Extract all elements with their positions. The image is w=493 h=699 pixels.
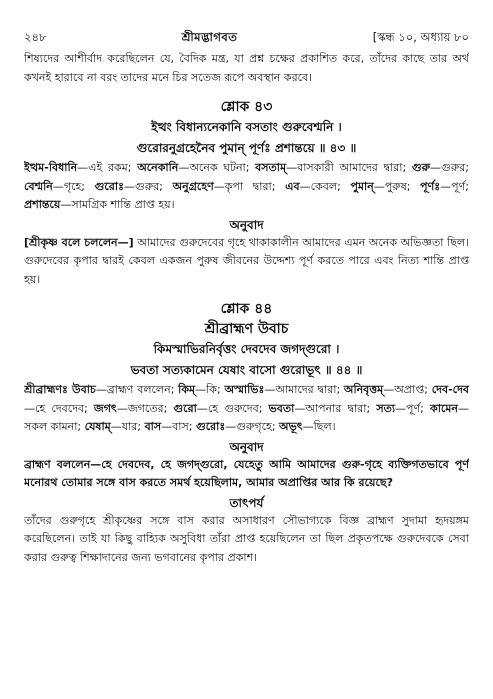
verse-43-synonym-meaning: —পুরুষ; xyxy=(373,179,421,193)
verse-43-synonym-meaning: —গৃহে; xyxy=(52,179,95,193)
verse-44-synonym-meaning: —আপনার দ্বারা; xyxy=(294,401,377,415)
verse-44-synonym-word: সত্য xyxy=(376,401,396,415)
verse-43-synonym-word: বসতাম্ xyxy=(255,161,287,174)
verse-44-line-1: কিমস্মাভিরনির্বৃত্তং দেবদেব জগদ্‌গুরো । xyxy=(153,342,340,356)
verse-43-synonym-meaning: —এই রকম; xyxy=(77,161,138,174)
verse-43-synonym-word: গুরু xyxy=(411,161,431,174)
page-number: ২৪৮ xyxy=(24,30,47,44)
verse-44-synonym-word: দেব-দেব xyxy=(431,383,469,396)
verse-44-synonym-meaning: —কি; xyxy=(195,383,225,396)
verse-44-synonym-word: জগৎ xyxy=(93,401,117,415)
verse-44-heading: শ্লোক ৪৪ xyxy=(220,301,273,317)
verse-43-synonym-meaning: —বাসকারী আমাদের দ্বারা; xyxy=(286,161,412,174)
verse-44-synonym-meaning: —বাস; xyxy=(161,420,196,433)
document-page xyxy=(24,28,469,678)
verse-43-synonym-word: অনেকানি xyxy=(137,161,179,174)
verse-43-translation-text: আমাদের গুরুদেবের গৃহে থাকাকালীন আমাদের এমন অনেক অভিজ্ঞতা ছিল। গুরুদেবের কৃপার দ্বারই কেবল একজন পুরুষ জীবনের উদ্দেশ্য পূর্ণ করতে পারে এবং নিত্য শান্তি প্রাপ্ত হয়। xyxy=(24,235,469,286)
verse-44-synonym-meaning: —জগতের; xyxy=(116,401,174,415)
verse-44-speaker: শ্রীব্রাহ্মণ উবাচ xyxy=(204,321,289,337)
verse-43-translation-speaker: [শ্রীকৃষ্ণ বলে চললেন—] xyxy=(24,235,134,249)
verse-44-line-2: ভবতা সত্যকামেন যেষাং বাসো গুরোভূৎ ॥ ৪৪ ॥ xyxy=(130,363,363,377)
verse-43-synonym-word: বেশ্মনি xyxy=(24,179,53,193)
verse-43-translation-heading: অনুবাদ xyxy=(229,217,264,232)
verse-44-purport: তাঁদের গুরুগৃহে শ্রীকৃষ্ণের সঙ্গে বাস করার অসাধারণ সৌভাগ্যকে বিজ্ঞ ব্রাহ্মণ সুদামা হৃদয়ঙ্গম করেছিলেন। তাই যা কিছু বাহ্যিক অসুবিধা তাঁরা প্রাপ্ত হয়েছিলেন তা ছিল প্রকৃতপক্ষে গুরুদেবকে সেবা করার গুরুত্ব শিক্ষাদানের জন্য ভগবানের কৃপার প্রকাশ। xyxy=(24,513,469,564)
verse-43-synonym-word: গুরোঃ xyxy=(94,179,124,193)
verse-44-synonym-meaning: —ছিল। xyxy=(302,420,336,433)
verse-43-synonym-meaning: —পূর্ণ; xyxy=(440,179,469,193)
verse-43-synonym-word: এব xyxy=(285,179,300,193)
verse-43-heading: শ্লোক ৪৩ xyxy=(220,99,273,115)
intro-paragraph: শিষ্যদের আশীর্বাদ করেছিলেন যে, বৈদিক মন্ত্র, যা প্রশ্ন চক্ষের প্রকাশিত করে, তাঁদের কাছে তার অর্থ কখনই হারাবে না বরং তাদের মনে চির সতেজ রূপে অবস্থান করবে। xyxy=(24,52,469,84)
verse-44-synonym-meaning: —হে গুরুদেব; xyxy=(196,401,269,415)
verse-44-synonym-meaning: —অপ্রাপ্ত; xyxy=(383,383,432,396)
book-title: শ্রীমদ্ভাগবত xyxy=(181,30,238,44)
verse-43-synonyms xyxy=(24,159,469,215)
chapter-reference: [স্কন্ধ ১০, অধ্যায় ৮০ xyxy=(372,30,469,44)
verse-44-synonym-word: ভবতা xyxy=(268,401,295,415)
verse-43-translation xyxy=(24,234,469,290)
verse-44-synonym-word: গুরো xyxy=(173,401,197,415)
verse-44-translation-heading: অনুবাদ xyxy=(229,439,264,454)
verse-44-purport-heading: তাৎপর্য xyxy=(229,495,264,510)
verse-43-synonym-meaning: —সামগ্রিক শান্তি প্রাপ্ত হয়। xyxy=(60,198,175,211)
verse-44-synonym-meaning: —হে দেবদেব; xyxy=(24,401,94,415)
verse-44-synonym-word: যেষাম্ xyxy=(84,420,111,433)
verse-44-synonym-word: বাস xyxy=(144,420,162,433)
verse-43-synonym-meaning: —গুরুর; xyxy=(430,161,469,174)
verse-43-synonym-word: পূর্ণঃ xyxy=(420,179,441,193)
verse-44-synonym-word: অভূৎ xyxy=(279,420,303,433)
verse-44-synonym-meaning: —সকল কামনা; xyxy=(24,401,469,433)
verse-44-synonym-word: শ্রীব্রাহ্মণঃ উবাচ xyxy=(24,383,96,396)
verse-43-synonym-word: পুমান্ xyxy=(350,179,374,193)
verse-43-synonym-meaning: —কৃপা দ্বারা; xyxy=(213,179,286,193)
verse-43-synonym-meaning: —কেবল; xyxy=(299,179,351,193)
verse-44-synonym-word: কামেন xyxy=(430,401,458,415)
verse-44-synonym-meaning: —গুরুগৃহে; xyxy=(225,420,280,433)
verse-44-synonym-word: কিম্ xyxy=(178,383,196,396)
verse-43-line-2: গুরোরনুগ্রহেনৈব পুমান্ পূর্ণঃ প্রশান্তয়ে ॥ ৪৩ ॥ xyxy=(136,141,357,155)
verse-43-synonym-word: ইত্থম-বিধানি xyxy=(24,161,78,174)
verse-43-synonym-word: অনুগ্রহেণ xyxy=(172,179,214,193)
verse-44-synonym-word: গুরোঃ xyxy=(195,420,226,433)
verse-44-synonym-meaning: —পূর্ণ; xyxy=(395,401,430,415)
verse-44-synonym-word: অনিবৃত্তম্ xyxy=(343,383,384,396)
verse-44-synonym-word: অস্মাভিঃ xyxy=(224,383,265,396)
verse-44-synonym-meaning: —আমাদের দ্বারা; xyxy=(264,383,344,396)
page-header xyxy=(24,28,469,46)
verse-43-synonym-meaning: —অনেক ঘটনা; xyxy=(178,161,256,174)
verse-43-synonym-meaning: —গুরুর; xyxy=(123,179,173,193)
verse-44-synonym-meaning: —যার; xyxy=(110,420,145,433)
verse-44-translation: ব্রাহ্মণ বললেন—হে দেবদেব, হে জগদ্‌গুরো, যেহেতু আমি আমাদের গুরু-গৃহে ব্যক্তিগতভাবে পূর্ণ মনোরথ তোমার সঙ্গে বাস করতে সমর্থ হয়েছিলাম, আমার অপ্রাপ্তির আর কি রয়েছে? xyxy=(24,457,469,489)
verse-44-synonym-meaning: —ব্রাহ্মণ বললেন; xyxy=(95,383,179,396)
verse-43-synonym-word: প্রশান্তয়ে xyxy=(24,198,61,211)
verse-43-line-1: ইত্থং বিধান্যনেকানি বসতাং গুরুবেশ্মনি । xyxy=(151,120,342,134)
verse-44-synonyms xyxy=(24,381,469,437)
